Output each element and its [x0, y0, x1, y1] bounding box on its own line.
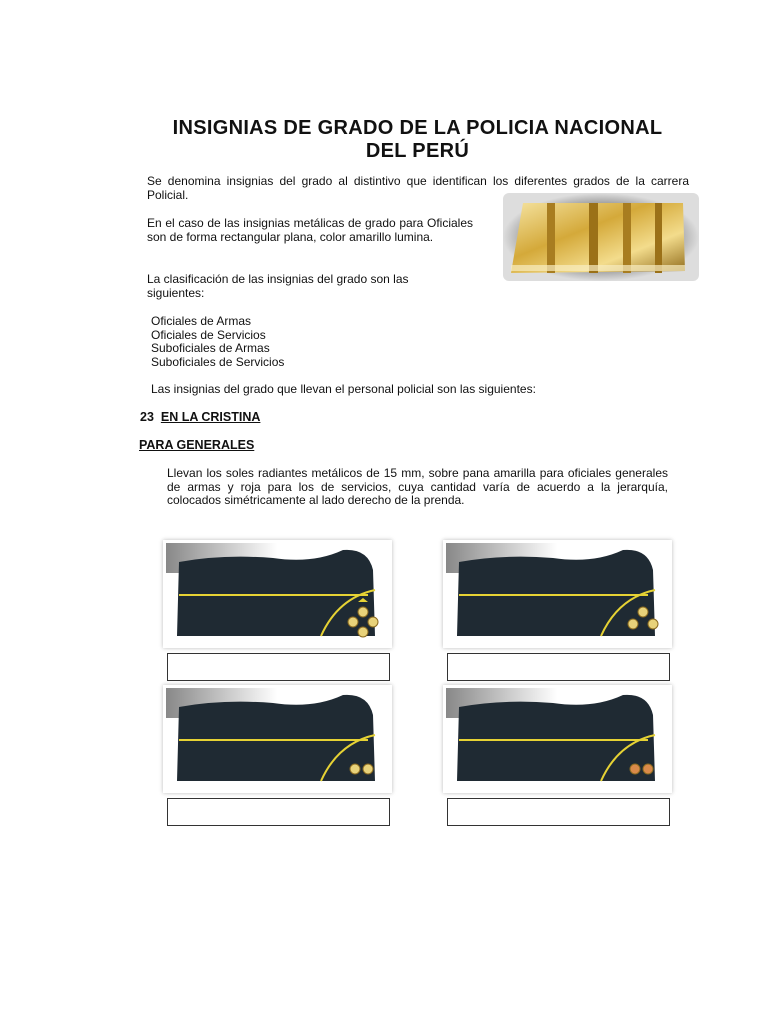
cap-image — [443, 685, 672, 793]
sun-insignia-icon — [358, 627, 368, 637]
sun-insignia-icon — [358, 607, 368, 617]
subsection-title: PARA GENERALES — [139, 438, 255, 452]
cap-image — [443, 540, 672, 648]
title-line-2: DEL PERÚ — [365, 140, 470, 162]
sun-insignia-icon — [350, 764, 360, 774]
sun-insignia-icon — [648, 619, 658, 629]
generales-paragraph: Llevan los soles radiantes metálicos de 15 mm, sobre pana amarilla para oficiales generales de armas y roja para los de servicios, cuya cantidad varía de acuerdo a la jerarquía, colocados simétricamente al lado derecho de la prenda. — [167, 466, 668, 507]
cap-image — [163, 540, 392, 648]
intro-paragraph: Se denomina insignias del grado al distintivo que identifican los diferentes grados de la carrera Policial. — [147, 174, 689, 202]
category-item: Suboficiales de Armas — [151, 341, 270, 355]
cap-caption-box — [447, 653, 670, 681]
gold-insignia-image — [503, 193, 699, 281]
sun-insignia-icon — [630, 764, 640, 774]
section-number: 23 — [140, 410, 154, 424]
sun-insignia-icon — [368, 617, 378, 627]
sun-insignia-icon — [348, 617, 358, 627]
category-item: Oficiales de Servicios — [151, 327, 266, 342]
category-item: Suboficiales de Servicios — [151, 354, 285, 369]
cap-caption-box — [167, 653, 390, 681]
metal-paragraph: En el caso de las insignias metálicas de grado para Oficiales son de forma rectangular plana, color amarillo lumina. — [147, 216, 473, 244]
classification-paragraph: La clasificación de las insignias del grado son las siguientes: — [147, 272, 409, 300]
sun-insignia-icon — [638, 607, 648, 617]
cap-image — [163, 685, 392, 793]
section-heading — [140, 410, 260, 424]
insignias-paragraph: Las insignias del grado que llevan el personal policial son las siguientes: — [151, 382, 536, 396]
category-item: Oficiales de Armas — [151, 314, 252, 328]
cap-caption-box — [447, 798, 670, 826]
cap-caption-box — [167, 798, 390, 826]
page-title — [130, 117, 705, 163]
title-line-1: INSIGNIAS DE GRADO DE LA POLICIA NACIONAL — [172, 117, 663, 139]
sun-insignia-icon — [363, 764, 373, 774]
sun-insignia-icon — [643, 764, 653, 774]
sun-insignia-icon — [628, 619, 638, 629]
section-title: EN LA CRISTINA — [160, 410, 261, 424]
categories-list — [151, 315, 284, 369]
